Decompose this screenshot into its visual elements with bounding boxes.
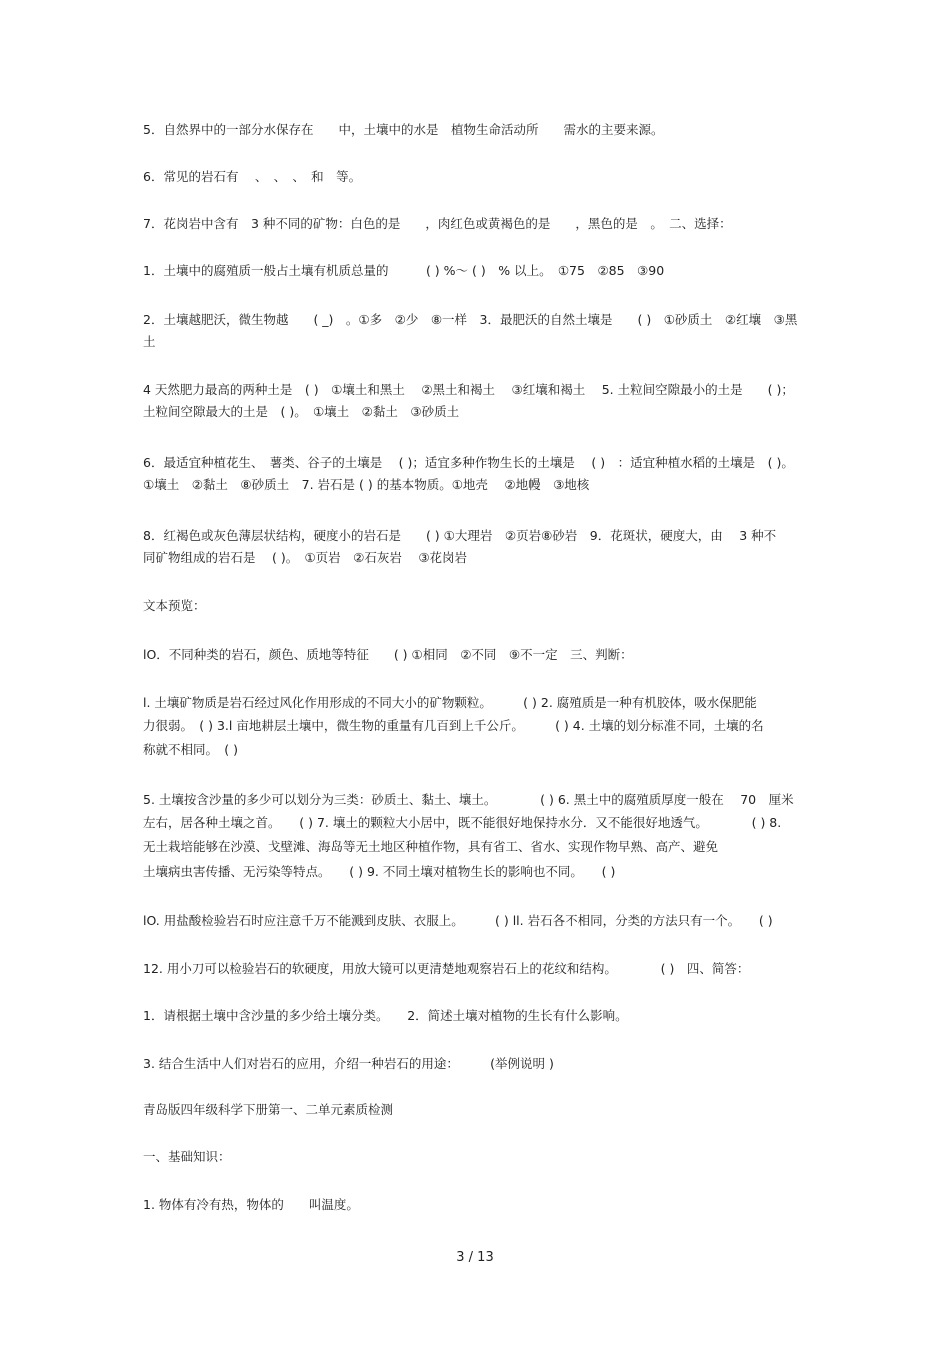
text-line: 1．土壤中的腐殖质一般占土壤有机质总量的 ( ) %～ ( ) % 以上。 ①75 ②85 ③90 bbox=[143, 263, 665, 278]
text-line: l. 土壤矿物质是岩石经过风化作用形成的不同大小的矿物颗粒。 ( ) 2. 腐殖质是一种有机胶体，吸水保肥能 bbox=[143, 695, 757, 710]
text-line: 土粒间空隙最大的土是 ( )。 ①壤土 ②黏土 ③砂质土 bbox=[143, 404, 460, 419]
text-line: 同矿物组成的岩石是 ( )。 ①页岩 ②石灰岩 ③花岗岩 bbox=[143, 550, 468, 565]
text-line: 6．最适宜种植花生、 薯类、谷子的土壤是 ( )；适宜多种作物生长的土壤是 ( ) ：适宜种植水稻的土壤是 ( )。 bbox=[143, 455, 794, 470]
text-line: 8．红褐色或灰色薄层状结构，硬度小的岩石是 ( ) ①大理岩 ②页岩⑧砂岩 9．花斑状，硬度大，由 3 种不 bbox=[143, 528, 777, 543]
text-line: 5．自然界中的一部分水保存在 中，土壤中的水是 植物生命活动所 需水的主要来源。 bbox=[143, 122, 664, 137]
section-title: 青岛版四年级科学下册第一、二单元素质检测 bbox=[143, 1102, 394, 1117]
text-line: 4 天然肥力最高的两种土是 ( ) ①壤土和黑土 ②黑土和褐土 ③红壤和褐土 5. 土粒间空隙最小的土是 ( )； bbox=[143, 382, 794, 397]
text-line: 1. 物体有冷有热，物体的 叫温度。 bbox=[143, 1197, 359, 1212]
text-line: 土 bbox=[143, 334, 156, 349]
text-line: 文本预览： bbox=[143, 598, 206, 613]
page-number: 3 / 13 bbox=[456, 1250, 494, 1265]
section-heading: 一、基础知识： bbox=[143, 1149, 231, 1164]
text-line: 1．请根据土壤中含沙量的多少给土壤分类。 2．简述土壤对植物的生长有什么影响。 bbox=[143, 1008, 628, 1023]
text-line: 5. 土壤按含沙量的多少可以划分为三类：砂质土、黏土、壤土。 ( ) 6. 黑土中的腐殖质厚度一般在 70 厘米 bbox=[143, 792, 794, 807]
text-line: 左右，居各种土壤之首。 ( ) 7. 壤土的颗粒大小居中，既不能很好地保持水分．又不能很好地透气。 ( ) 8. bbox=[143, 815, 782, 830]
text-line: 2．土壤越肥沃，微生物越 ( _) 。①多 ②少 ⑧一样 3．最肥沃的自然土壤是 ( ) ①砂质土 ②红壤 ③黑 bbox=[143, 312, 798, 327]
text-line: 6．常见的岩石有 、 、 、 和 等。 bbox=[143, 169, 362, 184]
text-line: lO．不同种类的岩石，颜色、质地等特征 ( ) ①相同 ②不同 ⑨不一定 三、判断： bbox=[143, 647, 633, 662]
text-line: lO. 用盐酸检验岩石时应注意千万不能溅到皮肤、衣服上。 ( ) ll. 岩石各不相同，分类的方法只有一个。 ( ) bbox=[143, 913, 773, 928]
text-line: 无土栽培能够在沙漠、戈壁滩、海岛等无土地区种植作物，具有省工、省水、实现作物早熟、高产、避免 bbox=[143, 839, 719, 854]
text-line: ①壤土 ②黏土 ⑧砂质土 7. 岩石是 ( ) 的基本物质。①地壳 ②地幔 ③地核 bbox=[143, 477, 590, 492]
text-line: 7．花岗岩中含有 3 种不同的矿物：白色的是 ，肉红色或黄褐色的是 ，黑色的是 。 二、选择： bbox=[143, 216, 732, 231]
text-line: 称就不相同。 ( ) bbox=[143, 742, 238, 757]
text-line: 12. 用小刀可以检验岩石的软硬度，用放大镜可以更清楚地观察岩石上的花纹和结构。 ( ) 四、简答： bbox=[143, 961, 750, 976]
text-line: 土壤病虫害传播、无污染等特点。 ( ) 9. 不同土壤对植物生长的影响也不同。 ( ) bbox=[143, 864, 616, 879]
text-line: 力很弱。 ( ) 3.l 亩地耕层土壤中，微生物的重量有几百到上千公斤。 ( ) 4. 土壤的划分标准不同，土壤的名 bbox=[143, 718, 764, 733]
text-line: 3. 结合生活中人们对岩石的应用，介绍一种岩石的用途： (举例说明 ) bbox=[143, 1056, 554, 1071]
